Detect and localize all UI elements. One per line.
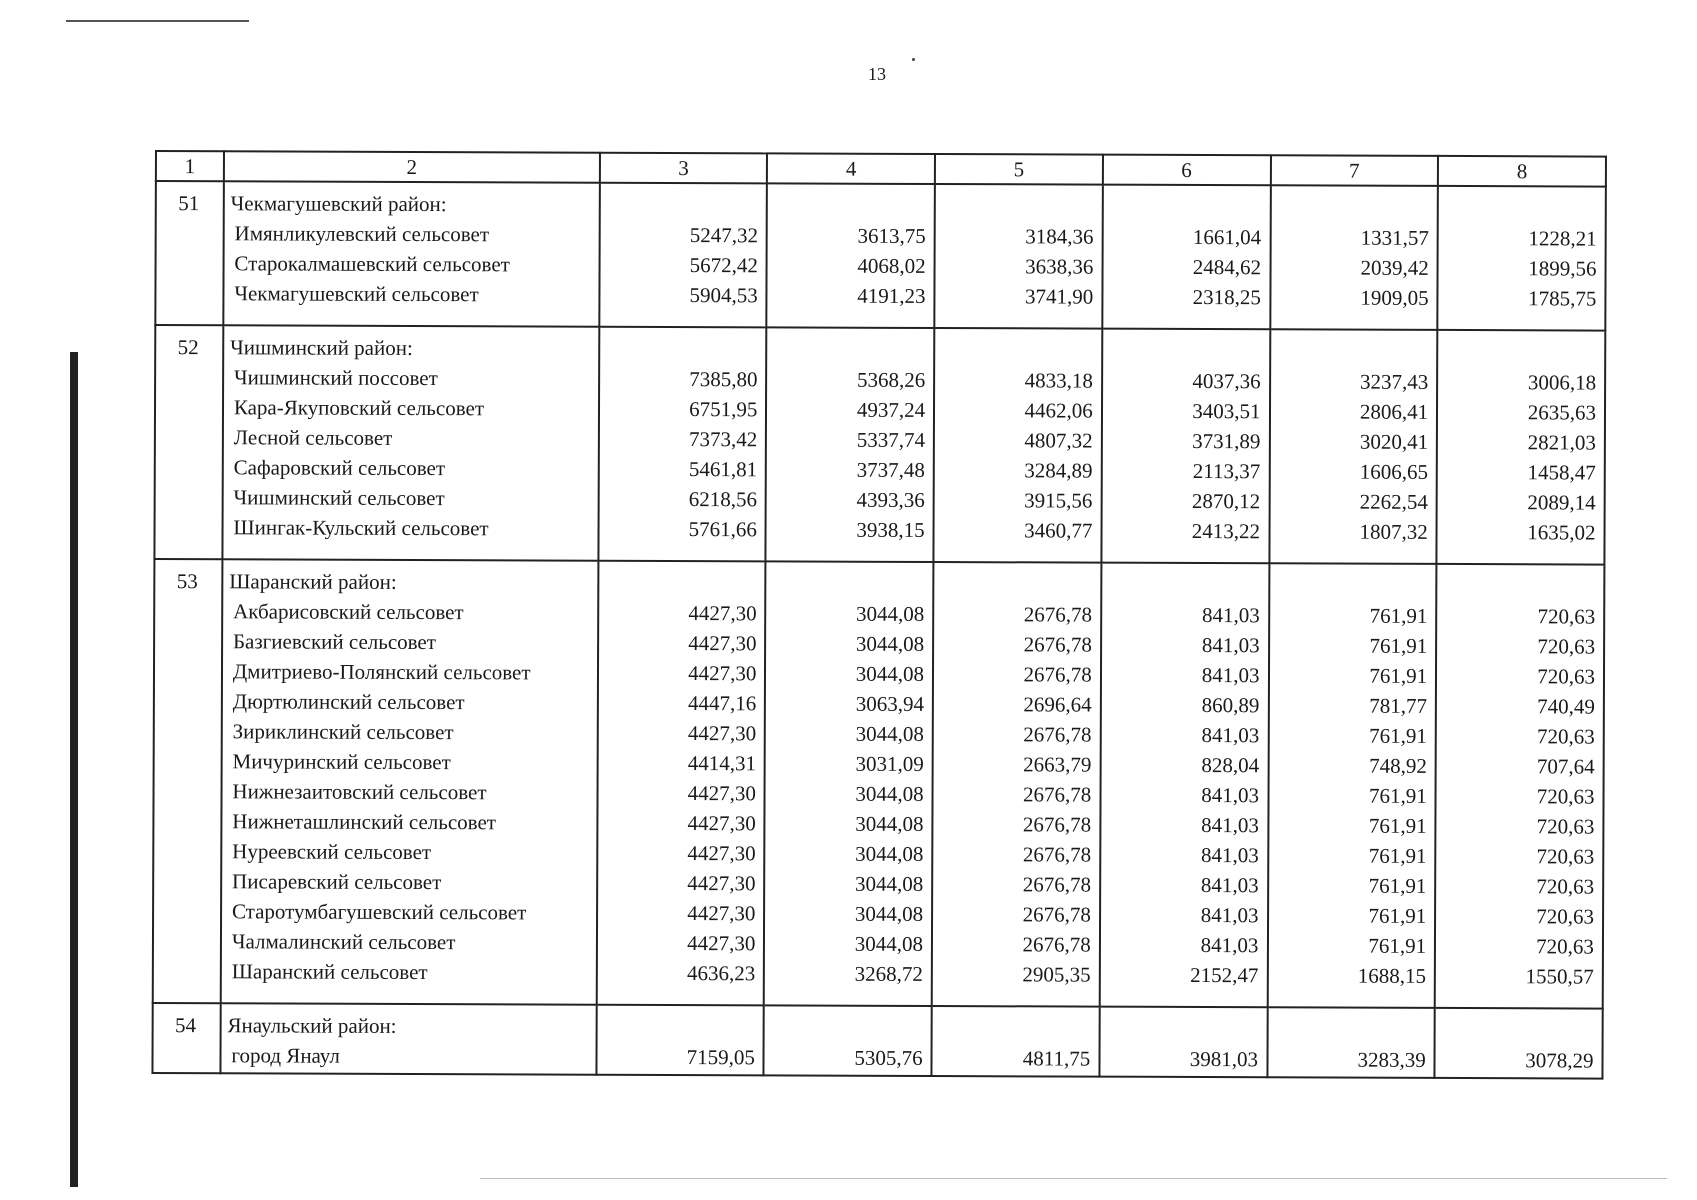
column-header: 3	[600, 153, 768, 184]
value-column-4	[764, 561, 933, 1006]
value-cell: 3078,29	[1525, 1048, 1594, 1073]
value-cell: 5337,74	[856, 427, 926, 452]
value-cell: 707,64	[1536, 754, 1595, 779]
value-cell: 4811,75	[1022, 1046, 1091, 1071]
district-names-cell	[223, 181, 599, 326]
column-header: 5	[935, 154, 1103, 185]
settlement-name: город Янаул	[231, 1043, 340, 1068]
value-cell: 1785,75	[1528, 286, 1597, 311]
value-cell: 2676,78	[1022, 872, 1092, 897]
value-cell: 3020,41	[1359, 429, 1429, 454]
value-cell: 841,03	[1201, 813, 1259, 838]
bottom-rule	[480, 1178, 1667, 1179]
value-cell: 4427,30	[688, 661, 757, 686]
value-cell: 3981,03	[1189, 1046, 1259, 1072]
value-cell: 841,03	[1201, 843, 1259, 868]
value-cell: 4636,23	[686, 961, 756, 986]
value-column-7	[1267, 1007, 1435, 1078]
value-cell: 720,63	[1536, 904, 1595, 929]
value-cell: 2696,64	[1023, 692, 1092, 717]
value-cell: 3044,08	[855, 631, 925, 656]
value-cell: 2318,25	[1192, 284, 1261, 310]
value-cell: 4414,31	[687, 751, 757, 776]
value-cell: 720,63	[1536, 844, 1595, 869]
value-column-8	[1438, 186, 1606, 331]
settlement-name: Дмитриево-Полянский сельсовет	[232, 659, 531, 685]
value-cell: 1688,15	[1357, 963, 1427, 988]
scan-edge-bar	[70, 352, 78, 1187]
value-cell: 748,92	[1369, 753, 1427, 778]
column-header: 2	[224, 151, 600, 182]
settlement-name: Мичуринский сельсовет	[232, 749, 451, 775]
data-table	[151, 150, 1607, 1080]
value-cell: 3741,90	[1024, 284, 1094, 309]
settlement-name: Зириклинский сельсовет	[232, 719, 454, 745]
settlement-name: Писаревский сельсовет	[232, 869, 442, 895]
value-cell: 3237,43	[1360, 369, 1429, 394]
value-cell: 4427,30	[687, 901, 756, 926]
value-cell: 720,63	[1537, 634, 1596, 659]
settlement-name: Чекмагушевский сельсовет	[234, 281, 479, 307]
value-cell: 3044,08	[854, 901, 924, 926]
value-cell: 4447,16	[687, 691, 757, 716]
value-cell: 5305,76	[854, 1045, 923, 1070]
value-cell: 4068,02	[857, 253, 926, 278]
value-cell: 1228,21	[1528, 226, 1597, 251]
settlement-name: Лесной сельсовет	[233, 425, 393, 450]
value-cell: 761,91	[1369, 663, 1428, 688]
district-group-row	[155, 181, 1606, 331]
value-cell: 1606,65	[1359, 459, 1429, 484]
district-title: Янаульский район:	[227, 1013, 397, 1038]
settlement-name: Старотумбагушевский сельсовет	[231, 899, 527, 925]
value-cell: 841,03	[1200, 933, 1259, 958]
value-column-6	[1099, 1007, 1267, 1078]
settlement-name: Сафаровский сельсовет	[233, 455, 446, 481]
value-cell: 3460,77	[1024, 518, 1093, 543]
value-cell: 1635,02	[1527, 520, 1596, 545]
value-column-8	[1437, 330, 1606, 565]
value-column-3	[596, 561, 765, 1006]
value-cell: 1899,56	[1528, 256, 1597, 281]
value-cell: 761,91	[1369, 723, 1428, 748]
value-cell: 2676,78	[1022, 902, 1091, 927]
value-cell: 841,03	[1200, 873, 1259, 898]
settlement-name: Чалмалинский сельсовет	[231, 929, 456, 955]
value-cell: 740,49	[1537, 694, 1595, 719]
value-cell: 3044,08	[856, 601, 925, 626]
value-column-6	[1102, 185, 1270, 330]
value-cell: 720,63	[1536, 784, 1595, 809]
value-cell: 761,91	[1369, 603, 1428, 628]
value-cell: 2676,78	[1022, 812, 1092, 837]
value-cell: 761,91	[1369, 633, 1428, 658]
value-cell: 4427,30	[688, 601, 757, 626]
value-cell: 841,03	[1201, 663, 1260, 688]
value-cell: 720,63	[1536, 874, 1595, 899]
value-cell: 841,03	[1201, 633, 1260, 658]
column-header: 6	[1103, 155, 1271, 186]
value-column-4	[766, 327, 935, 562]
value-cell: 720,63	[1536, 724, 1595, 749]
value-column-3	[598, 327, 767, 562]
value-cell: 3044,08	[855, 841, 924, 866]
value-cell: 3044,08	[855, 661, 925, 686]
settlement-name: Акбарисовский сельсовет	[233, 599, 464, 625]
value-cell: 3283,39	[1357, 1047, 1426, 1072]
district-title: Чишминский район:	[230, 335, 413, 360]
district-group-row	[152, 1003, 1602, 1079]
value-cell: 2676,78	[1023, 722, 1092, 747]
value-cell: 720,63	[1537, 664, 1596, 689]
value-cell: 2676,78	[1023, 782, 1092, 807]
value-cell: 2484,62	[1192, 254, 1262, 280]
district-number: 51	[155, 181, 223, 325]
value-cell: 761,91	[1368, 873, 1427, 898]
value-column-7	[1270, 185, 1438, 330]
district-group-row	[154, 325, 1605, 565]
value-cell: 4833,18	[1024, 368, 1093, 393]
value-cell: 3731,89	[1192, 428, 1261, 454]
column-header: 8	[1438, 156, 1606, 187]
column-header: 7	[1270, 155, 1438, 186]
district-number: 53	[153, 559, 223, 1003]
value-cell: 3915,56	[1024, 488, 1093, 513]
value-cell: 4807,32	[1024, 428, 1093, 453]
settlement-name: Нижнезаитовский сельсовет	[232, 779, 487, 805]
district-names-cell	[220, 1003, 596, 1074]
value-cell: 4393,36	[856, 487, 925, 512]
value-cell: 3063,94	[855, 691, 925, 716]
value-cell: 4462,06	[1024, 398, 1093, 423]
value-cell: 3044,08	[855, 721, 924, 746]
value-column-5	[932, 562, 1101, 1007]
table-body	[152, 181, 1605, 1079]
value-column-4	[764, 1005, 932, 1076]
value-column-3	[596, 1005, 764, 1076]
value-cell: 4427,30	[687, 721, 757, 746]
value-cell: 2676,78	[1022, 932, 1091, 957]
settlement-name: Нижнеташлинский сельсовет	[232, 809, 497, 835]
value-column-5	[932, 1006, 1100, 1077]
value-cell: 1909,05	[1360, 285, 1429, 310]
value-cell: 2676,78	[1023, 602, 1093, 627]
value-cell: 4427,30	[687, 781, 756, 806]
value-cell: 3938,15	[856, 517, 925, 542]
value-cell: 7385,80	[689, 367, 758, 392]
value-cell: 5672,42	[689, 253, 758, 278]
settlement-name: Дюртюлинский сельсовет	[232, 689, 465, 715]
value-cell: 6751,95	[689, 397, 758, 422]
value-cell: 761,91	[1368, 933, 1427, 958]
value-cell: 1807,32	[1359, 519, 1428, 544]
value-cell: 3006,18	[1527, 370, 1597, 395]
value-cell: 4427,30	[687, 931, 756, 956]
value-cell: 2113,37	[1192, 458, 1261, 484]
value-column-6	[1100, 563, 1269, 1008]
value-cell: 2821,03	[1527, 430, 1596, 455]
value-cell: 3044,08	[855, 811, 924, 836]
value-cell: 5461,81	[688, 457, 758, 482]
value-cell: 828,04	[1201, 753, 1260, 778]
value-cell: 761,91	[1368, 843, 1427, 868]
settlement-name: Шингак-Кульский сельсовет	[233, 515, 489, 541]
value-cell: 2676,78	[1023, 632, 1092, 657]
value-cell: 1550,57	[1525, 964, 1594, 989]
value-column-8	[1435, 1008, 1603, 1079]
top-rule	[66, 20, 249, 22]
value-column-3	[599, 183, 767, 328]
value-cell: 841,03	[1201, 783, 1260, 808]
district-title: Шаранский район:	[229, 569, 397, 594]
value-cell: 2870,12	[1191, 488, 1261, 514]
value-column-4	[767, 183, 935, 328]
value-cell: 5247,32	[689, 223, 759, 248]
settlement-name: Нуреевский сельсовет	[232, 839, 432, 865]
value-cell: 2262,54	[1359, 489, 1428, 514]
value-cell: 5368,26	[856, 367, 926, 392]
column-header: 1	[156, 151, 224, 181]
value-cell: 841,03	[1201, 603, 1260, 628]
value-cell: 4427,30	[687, 871, 756, 896]
settlement-name: Базгиевский сельсовет	[232, 629, 437, 655]
value-cell: 4427,30	[688, 631, 757, 656]
value-cell: 720,63	[1536, 814, 1595, 839]
settlement-name: Имянликулевский сельсовет	[234, 221, 490, 247]
settlement-name: Старокалмашевский сельсовет	[234, 251, 510, 277]
value-cell: 781,77	[1369, 693, 1428, 718]
value-column-7	[1269, 329, 1438, 564]
value-column-5	[934, 184, 1102, 329]
value-column-6	[1101, 329, 1270, 564]
value-cell: 2635,63	[1527, 400, 1597, 425]
value-column-8	[1435, 564, 1605, 1009]
value-cell: 761,91	[1368, 903, 1427, 928]
value-cell: 2413,22	[1191, 518, 1261, 544]
value-cell: 3184,36	[1025, 224, 1094, 249]
district-number: 52	[154, 325, 223, 559]
value-cell: 7159,05	[686, 1045, 755, 1070]
value-cell: 3044,08	[855, 781, 924, 806]
value-cell: 2663,79	[1023, 752, 1092, 777]
value-cell: 841,03	[1201, 723, 1260, 748]
value-cell: 4037,36	[1192, 368, 1261, 394]
value-cell: 2676,78	[1022, 842, 1092, 867]
value-cell: 4427,30	[687, 841, 756, 866]
district-names-cell	[222, 325, 599, 560]
value-cell: 7373,42	[688, 427, 758, 452]
district-number: 54	[152, 1003, 220, 1073]
value-cell: 860,89	[1201, 693, 1260, 718]
value-cell: 3613,75	[857, 223, 926, 248]
settlement-name: Чишминский поссовет	[233, 365, 438, 391]
value-cell: 761,91	[1368, 783, 1427, 808]
value-cell: 4191,23	[857, 283, 926, 308]
value-cell: 2676,78	[1023, 662, 1092, 687]
district-group-row	[153, 559, 1605, 1009]
settlement-name: Чишминский сельсовет	[233, 485, 445, 511]
value-cell: 3044,08	[854, 871, 924, 896]
value-cell: 761,91	[1368, 813, 1427, 838]
value-cell: 3268,72	[854, 961, 923, 986]
value-cell: 2152,47	[1190, 962, 1259, 988]
column-header: 4	[767, 153, 935, 184]
value-cell: 3031,09	[855, 751, 924, 776]
value-cell: 5904,53	[689, 283, 758, 308]
value-cell: 2905,35	[1022, 962, 1091, 987]
value-cell: 2039,42	[1360, 255, 1429, 280]
value-cell: 2089,14	[1527, 490, 1596, 515]
value-cell: 1661,04	[1192, 224, 1262, 250]
value-cell: 3403,51	[1192, 398, 1261, 424]
district-names-cell	[221, 559, 598, 1004]
value-cell: 3044,08	[854, 931, 924, 956]
value-cell: 3737,48	[856, 457, 925, 482]
settlement-name: Кара-Якуповский сельсовет	[233, 395, 485, 421]
value-cell: 720,63	[1537, 604, 1596, 629]
value-cell: 4937,24	[856, 397, 926, 422]
value-cell: 841,03	[1200, 903, 1259, 928]
value-cell: 1458,47	[1527, 460, 1596, 485]
value-cell: 3638,36	[1025, 254, 1094, 279]
scan-speck	[912, 58, 915, 61]
value-cell: 1331,57	[1360, 225, 1429, 250]
value-cell: 4427,30	[687, 811, 756, 836]
value-cell: 2806,41	[1359, 399, 1429, 424]
page-number: 13	[868, 64, 886, 84]
value-cell: 720,63	[1536, 934, 1594, 959]
value-cell: 6218,56	[688, 487, 758, 512]
value-column-7	[1267, 563, 1436, 1008]
value-cell: 5761,66	[688, 517, 757, 542]
value-column-5	[934, 328, 1103, 563]
value-cell: 3284,89	[1024, 458, 1093, 483]
district-title: Чекмагушевский район:	[230, 191, 447, 217]
settlement-name: Шаранский сельсовет	[231, 959, 428, 985]
